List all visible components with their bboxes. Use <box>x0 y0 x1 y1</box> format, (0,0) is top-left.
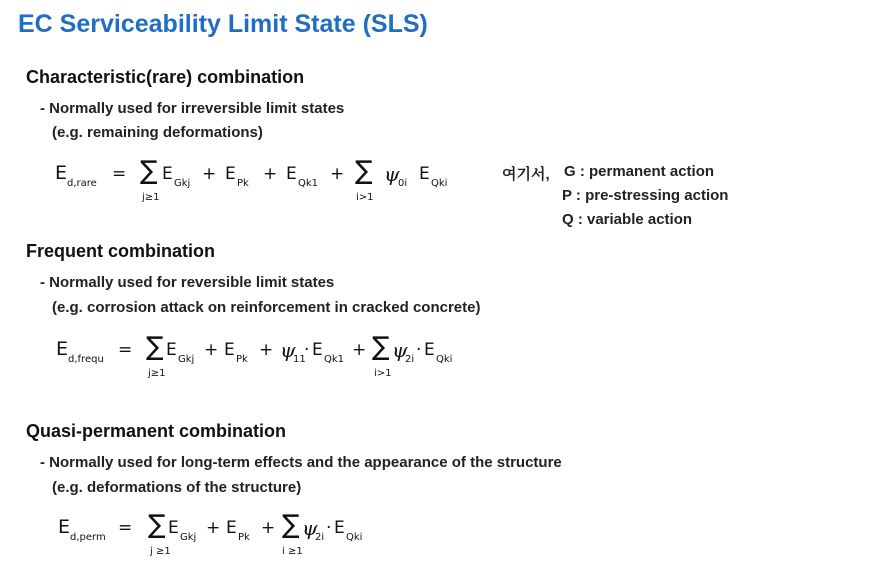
sum-symbol: ∑ <box>140 156 158 186</box>
dot-operator: · <box>304 340 310 360</box>
term-sub: Gkj <box>178 354 195 365</box>
sum-symbol: ∑ <box>146 332 164 362</box>
term-sub: Qk1 <box>324 354 345 365</box>
section-heading-quasi-permanent: Quasi-permanent combination <box>26 421 287 441</box>
term-sub: Pk <box>236 354 248 365</box>
term-sub: Pk <box>238 532 250 543</box>
formula-lhs-sub: d,frequ <box>68 354 104 365</box>
section-description: - Normally used for irreversible limit states <box>40 100 345 117</box>
sum-symbol: ∑ <box>355 156 373 186</box>
section-example: (e.g. deformations of the structure) <box>52 479 302 496</box>
formula-frequ <box>0 334 500 384</box>
plus-sign: + <box>263 164 278 184</box>
sum-limit: i>1 <box>356 192 374 203</box>
psi-symbol: ψ <box>384 162 400 186</box>
psi-sub: 2i <box>315 532 325 543</box>
formula-equals: = <box>118 518 133 538</box>
psi-symbol: ψ <box>302 516 318 540</box>
plus-sign: + <box>206 518 221 538</box>
formula-equals: = <box>112 164 127 184</box>
plus-sign: + <box>259 340 274 360</box>
psi-symbol: ψ <box>392 338 408 362</box>
term-sub: Qki <box>436 354 453 365</box>
sum-limit: i>1 <box>374 368 392 379</box>
plus-sign: + <box>202 164 217 184</box>
section-heading-frequent: Frequent combination <box>26 241 215 261</box>
legend-q: Q : variable action <box>562 211 693 228</box>
formula-lhs-sub: d,rare <box>67 178 97 189</box>
plus-sign: + <box>204 340 219 360</box>
sum-limit: j≥1 <box>148 368 166 379</box>
sum-limit: i ≥1 <box>282 546 303 557</box>
term-e: E <box>419 164 430 184</box>
term-sub: Qki <box>346 532 363 543</box>
section-example: (e.g. remaining deformations) <box>52 124 263 141</box>
formula-lhs-e: E <box>55 162 68 184</box>
plus-sign: + <box>261 518 276 538</box>
plus-sign: + <box>330 164 345 184</box>
term-e: E <box>224 340 235 360</box>
dot-operator: · <box>326 518 332 538</box>
section-example: (e.g. corrosion attack on reinforcement in cracked concrete) <box>52 299 481 316</box>
legend-prefix: 여기서, <box>502 166 550 183</box>
formula-lhs-sub: d,perm <box>70 532 106 543</box>
term-e: E <box>162 164 173 184</box>
formula-equals: = <box>118 340 133 360</box>
formula-perm <box>0 512 500 562</box>
term-sub: Pk <box>237 178 249 189</box>
term-e: E <box>424 340 435 360</box>
sum-symbol: ∑ <box>372 332 390 362</box>
section-heading-characteristic: Characteristic(rare) combination <box>26 67 305 87</box>
legend-g: G : permanent action <box>564 163 715 180</box>
term-sub: Gkj <box>180 532 197 543</box>
page-title: EC Serviceability Limit State (SLS) <box>18 10 428 38</box>
psi-symbol: ψ <box>280 338 296 362</box>
sum-limit: j ≥1 <box>150 546 171 557</box>
term-e: E <box>226 518 237 538</box>
dot-operator: · <box>416 340 422 360</box>
sum-symbol: ∑ <box>282 510 300 540</box>
formula-lhs-e: E <box>58 516 71 538</box>
legend-p: P : pre-stressing action <box>562 187 729 204</box>
psi-sub: 0i <box>398 178 408 189</box>
term-e: E <box>312 340 323 360</box>
section-description: - Normally used for reversible limit states <box>40 274 335 291</box>
sum-limit: j≥1 <box>142 192 160 203</box>
plus-sign: + <box>352 340 367 360</box>
term-sub: Qki <box>431 178 448 189</box>
term-e: E <box>166 340 177 360</box>
term-e: E <box>168 518 179 538</box>
section-description: - Normally used for long-term effects and the appearance of the structure <box>40 454 562 471</box>
term-e: E <box>286 164 297 184</box>
psi-sub: 11 <box>293 354 306 365</box>
term-sub: Qk1 <box>298 178 319 189</box>
sum-symbol: ∑ <box>148 510 166 540</box>
psi-sub: 2i <box>405 354 415 365</box>
term-sub: Gkj <box>174 178 191 189</box>
formula-rare <box>0 158 500 208</box>
formula-lhs-e: E <box>56 338 69 360</box>
term-e: E <box>225 164 236 184</box>
term-e: E <box>334 518 345 538</box>
